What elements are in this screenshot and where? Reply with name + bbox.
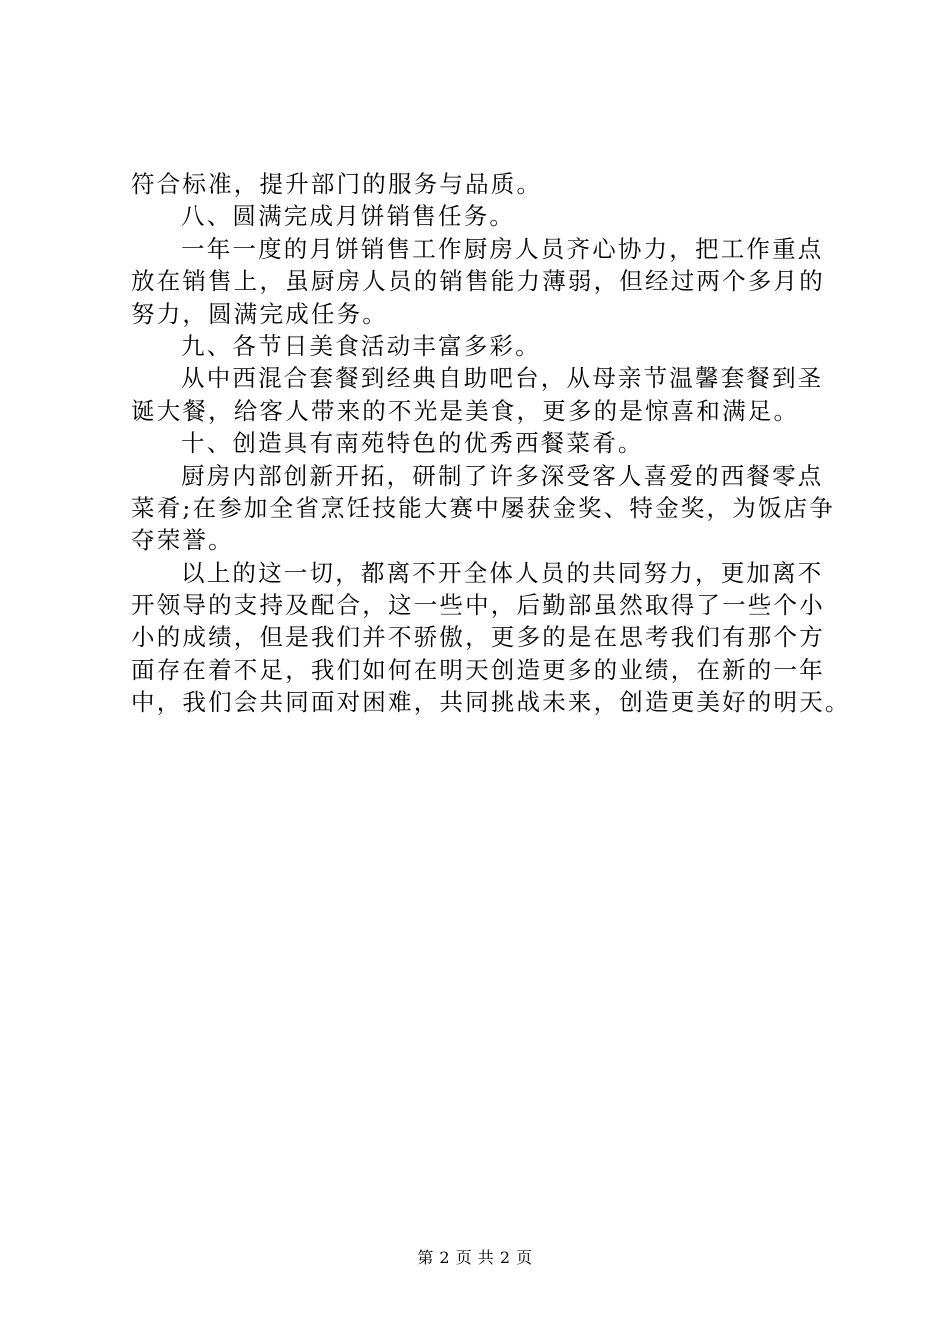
- text-line: 中，我们会共同面对困难，共同挑战未来，创造更美好的明天。: [131, 688, 851, 717]
- text-line: 面存在着不足，我们如何在明天创造更多的业绩，在新的一年: [131, 655, 825, 684]
- text-line: 厨房内部创新开拓，研制了许多深受客人喜爱的西餐零点: [181, 461, 824, 490]
- text-line: 符合标准，提升部门的服务与品质。: [131, 170, 543, 198]
- text-line: 开领导的支持及配合，这一些中，后勤部虽然取得了一些个小: [131, 591, 825, 620]
- text-line: 努力，圆满完成任务。: [131, 299, 388, 328]
- text-line: 从中西混合套餐到经典自助吧台，从母亲节温馨套餐到圣: [181, 364, 824, 393]
- text-line: 菜肴;在参加全省烹饪技能大赛中屡获金奖、特金奖，为饭店争: [131, 493, 836, 522]
- text-line: 夺荣誉。: [131, 526, 234, 555]
- text-line: 诞大餐，给客人带来的不光是美食，更多的是惊喜和满足。: [131, 396, 800, 425]
- page-number-footer: 第 2 页 共 2 页: [417, 1248, 533, 1267]
- text-line: 放在销售上，虽厨房人员的销售能力薄弱，但经过两个多月的: [131, 267, 825, 296]
- text-line: 小的成绩，但是我们并不骄傲，更多的是在思考我们有那个方: [131, 623, 825, 652]
- document-body: [131, 168, 851, 719]
- section-heading: 九、各节日美食活动丰富多彩。: [181, 331, 541, 360]
- text-line: 一年一度的月饼销售工作厨房人员齐心协力，把工作重点: [181, 234, 824, 263]
- section-heading: 十、创造具有南苑特色的优秀西餐菜肴。: [181, 429, 644, 458]
- text-line: 以上的这一切，都离不开全体人员的共同努力，更加离不: [181, 558, 824, 587]
- section-heading: 八、圆满完成月饼销售任务。: [181, 202, 516, 231]
